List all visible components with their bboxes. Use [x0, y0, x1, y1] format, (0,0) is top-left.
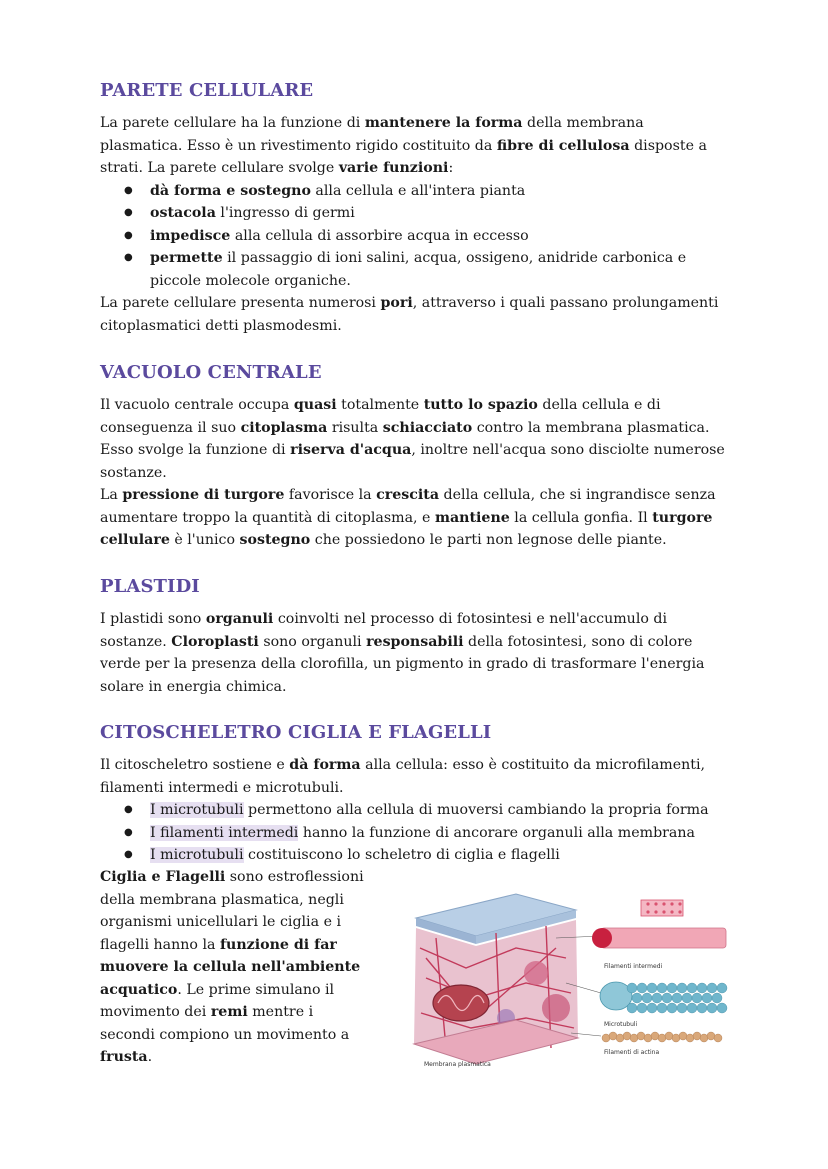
cytoskeleton-illustration [406, 888, 728, 1070]
plastidi-p1: I plastidi sono organuli coinvolti nel processo di fotosintesi e nell'accumulo di sostanze. Cloroplasti sono organuli responsabili della fotosintesi, sono di colore verde per la presenza della clorofilla, un pigmento in grado di trasformare l'energia solare in energia chimica. [100, 611, 705, 695]
intermediate-filament-rope [601, 928, 726, 948]
intermediate-filament-cross-section [592, 928, 612, 948]
list-item: ● ostacola l'ingresso di germi [150, 202, 730, 225]
organelle-blob [542, 994, 570, 1022]
intermediate-filament-detail [641, 900, 683, 916]
parete-pori: La parete cellulare presenta numerosi pori, attraverso i quali passano prolungamenti citoplasmatici detti plasmodesmi. [100, 295, 719, 334]
list-item: ● permette il passaggio di ioni salini, acqua, ossigeno, anidride carbonica e piccole molecole organiche. [150, 247, 730, 292]
label-filamenti-intermedi: Filamenti intermedi [604, 963, 663, 970]
citoscheletro-paragraph [100, 754, 730, 867]
parete-intro: La parete cellulare ha la funzione di mantenere la forma della membrana plasmatica. Esso è un rivestimento rigido costituito da fibre di cellulosa disposte a strati. La parete cellulare svolge varie funzioni: [100, 115, 707, 176]
list-item: ● impedisce alla cellula di assorbire acqua in eccesso [150, 225, 730, 248]
organelle-blob [524, 961, 548, 985]
section-title-citoscheletro: CITOSCHELETRO CIGLIA E FLAGELLI [100, 722, 492, 743]
section-title-vacuolo: VACUOLO CENTRALE [100, 362, 322, 383]
section-title-parete: PARETE CELLULARE [100, 80, 314, 101]
parete-list [100, 180, 730, 293]
vacuolo-paragraph [100, 394, 730, 552]
label-filamenti-actina: Filamenti di actina [604, 1049, 660, 1056]
citoscheletro-list [100, 799, 730, 867]
mitochondrion-shape [433, 985, 489, 1021]
microtubule [600, 982, 727, 1013]
list-item: ● I filamenti intermedi hanno la funzione di ancorare organuli alla membrana [150, 822, 730, 845]
list-item: ● I microtubuli costituiscono lo scheletro di ciglia e flagelli [150, 844, 730, 867]
label-membrana-plasmatica: Membrana plasmatica [424, 1061, 491, 1068]
vacuolo-p1: Il vacuolo centrale occupa quasi totalmente tutto lo spazio della cellula e di conseguenza il suo citoplasma risulta schiacciato contro la membrana plasmatica. Esso svolge la funzione di riserva d'acqua, inoltre nell'acqua sono disciolte numerose sostanze. [100, 397, 725, 481]
vacuolo-p2: La pressione di turgore favorisce la crescita della cellula, che si ingrandisce senza aumentare troppo la quantità di citoplasma, e mantiene la cellula gonfia. Il turgore cellulare è l'unico sostegno che possiedono le parti non legnose delle piante. [100, 487, 716, 548]
citoscheletro-p1: Il citoscheletro sostiene e dà forma alla cellula: esso è costituito da microfilamenti, filamenti intermedi e microtubuli. [100, 757, 706, 796]
label-microtubuli: Microtubuli [604, 1021, 638, 1028]
parete-paragraph [100, 112, 730, 337]
section-title-plastidi: PLASTIDI [100, 576, 200, 597]
plastidi-paragraph [100, 608, 730, 698]
ciglia-paragraph [100, 866, 370, 1069]
ciglia-text: Ciglia e Flagelli sono estroflessioni della membrana plasmatica, negli organismi unicellulari le ciglia e i flagelli hanno la funzione di far muovere la cellula nell'ambiente acquatico. Le prime simulano il movimento dei remi mentre i secondi compiono un movimento a frusta. [100, 869, 364, 1065]
actin-filament [602, 1032, 722, 1042]
list-item: ● I microtubuli permettono alla cellula di muoversi cambiando la propria forma [150, 799, 730, 822]
list-item: ● dà forma e sostegno alla cellula e all'intera pianta [150, 180, 730, 203]
